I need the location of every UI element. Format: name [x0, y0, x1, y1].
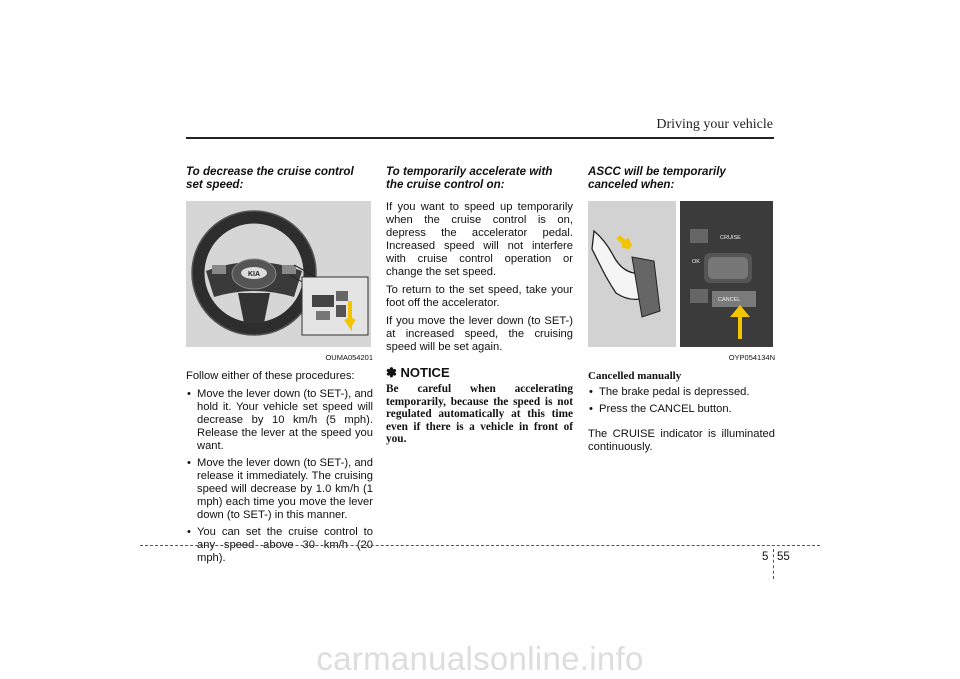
paragraph: If you want to speed up temporarily when the cruise control is on, depress the accelerator pedal. Increased speed will not interfere with cruise control operation or change the set speed. [386, 201, 573, 278]
page-number: 55 [777, 551, 790, 563]
column-ascc-cancel [588, 165, 775, 459]
list-item: • Press the CANCEL button. [588, 403, 775, 416]
subheading-cancelled-manually: Cancelled manually [588, 370, 682, 382]
list-item: • The brake pedal is depressed. [588, 386, 775, 399]
figure-code-1: OUMA054201 [325, 353, 373, 362]
list-item: • You can set the cruise control to any speed above 30 km/h (20 mph). [186, 526, 373, 565]
column-decrease-speed [186, 165, 373, 569]
paragraph: To return to the set speed, take your foot off the accelerator. [386, 284, 573, 309]
cancel-controls-illustration [588, 201, 773, 347]
decrease-speed-list [186, 388, 373, 565]
column-temporary-accelerate [386, 165, 573, 446]
figure-code-2: OYP054134N [728, 353, 775, 362]
chapter-number: 5 [762, 551, 769, 563]
heading-ascc-cancel: ASCC will be temporarily canceled when: [588, 165, 726, 191]
footer-rule [140, 545, 820, 546]
heading-temporary-accelerate: To temporarily accelerate with the cruise control on: [386, 165, 553, 191]
cruise-indicator-note: The CRUISE indicator is illuminated continuously. [588, 428, 775, 453]
steering-wheel-illustration [186, 201, 371, 347]
cancel-conditions-list [588, 386, 775, 416]
steering-wheel-figure [186, 201, 371, 347]
cancel-label: CANCEL [718, 297, 741, 303]
list-item: • Move the lever down (to SET-), and hold it. Your vehicle set speed will decrease by 10 km/h (5 mph). Release the lever at the speed you want. [186, 388, 373, 453]
list-item: • Move the lever down (to SET-), and release it immediately. The cruising speed will decrease by 1.0 km/h (1 mph) each time you move the lever down (to SET-) in this manner. [186, 457, 373, 522]
paragraph: If you move the lever down (to SET-) at increased speed, the cruising speed will be set again. [386, 315, 573, 353]
cancel-controls-figure [588, 201, 773, 347]
heading-decrease-speed: To decrease the cruise control set speed: [186, 165, 354, 191]
svg-text:KIA: KIA [247, 271, 261, 278]
ok-label: OK [692, 259, 700, 265]
section-title: Driving your vehicle [656, 117, 773, 132]
header-rule [186, 137, 774, 139]
cruise-label: CRUISE [720, 235, 741, 241]
page-divider [773, 549, 774, 579]
watermark: carmanualsonline.info [316, 640, 644, 677]
notice-heading: ✽ NOTICE [386, 365, 450, 380]
notice-text: Be careful when accelerating temporarily, because the speed is not regulated automatically at this time even if there is a vehicle in front of you. [386, 383, 573, 445]
procedures-intro: Follow either of these procedures: [186, 370, 355, 382]
